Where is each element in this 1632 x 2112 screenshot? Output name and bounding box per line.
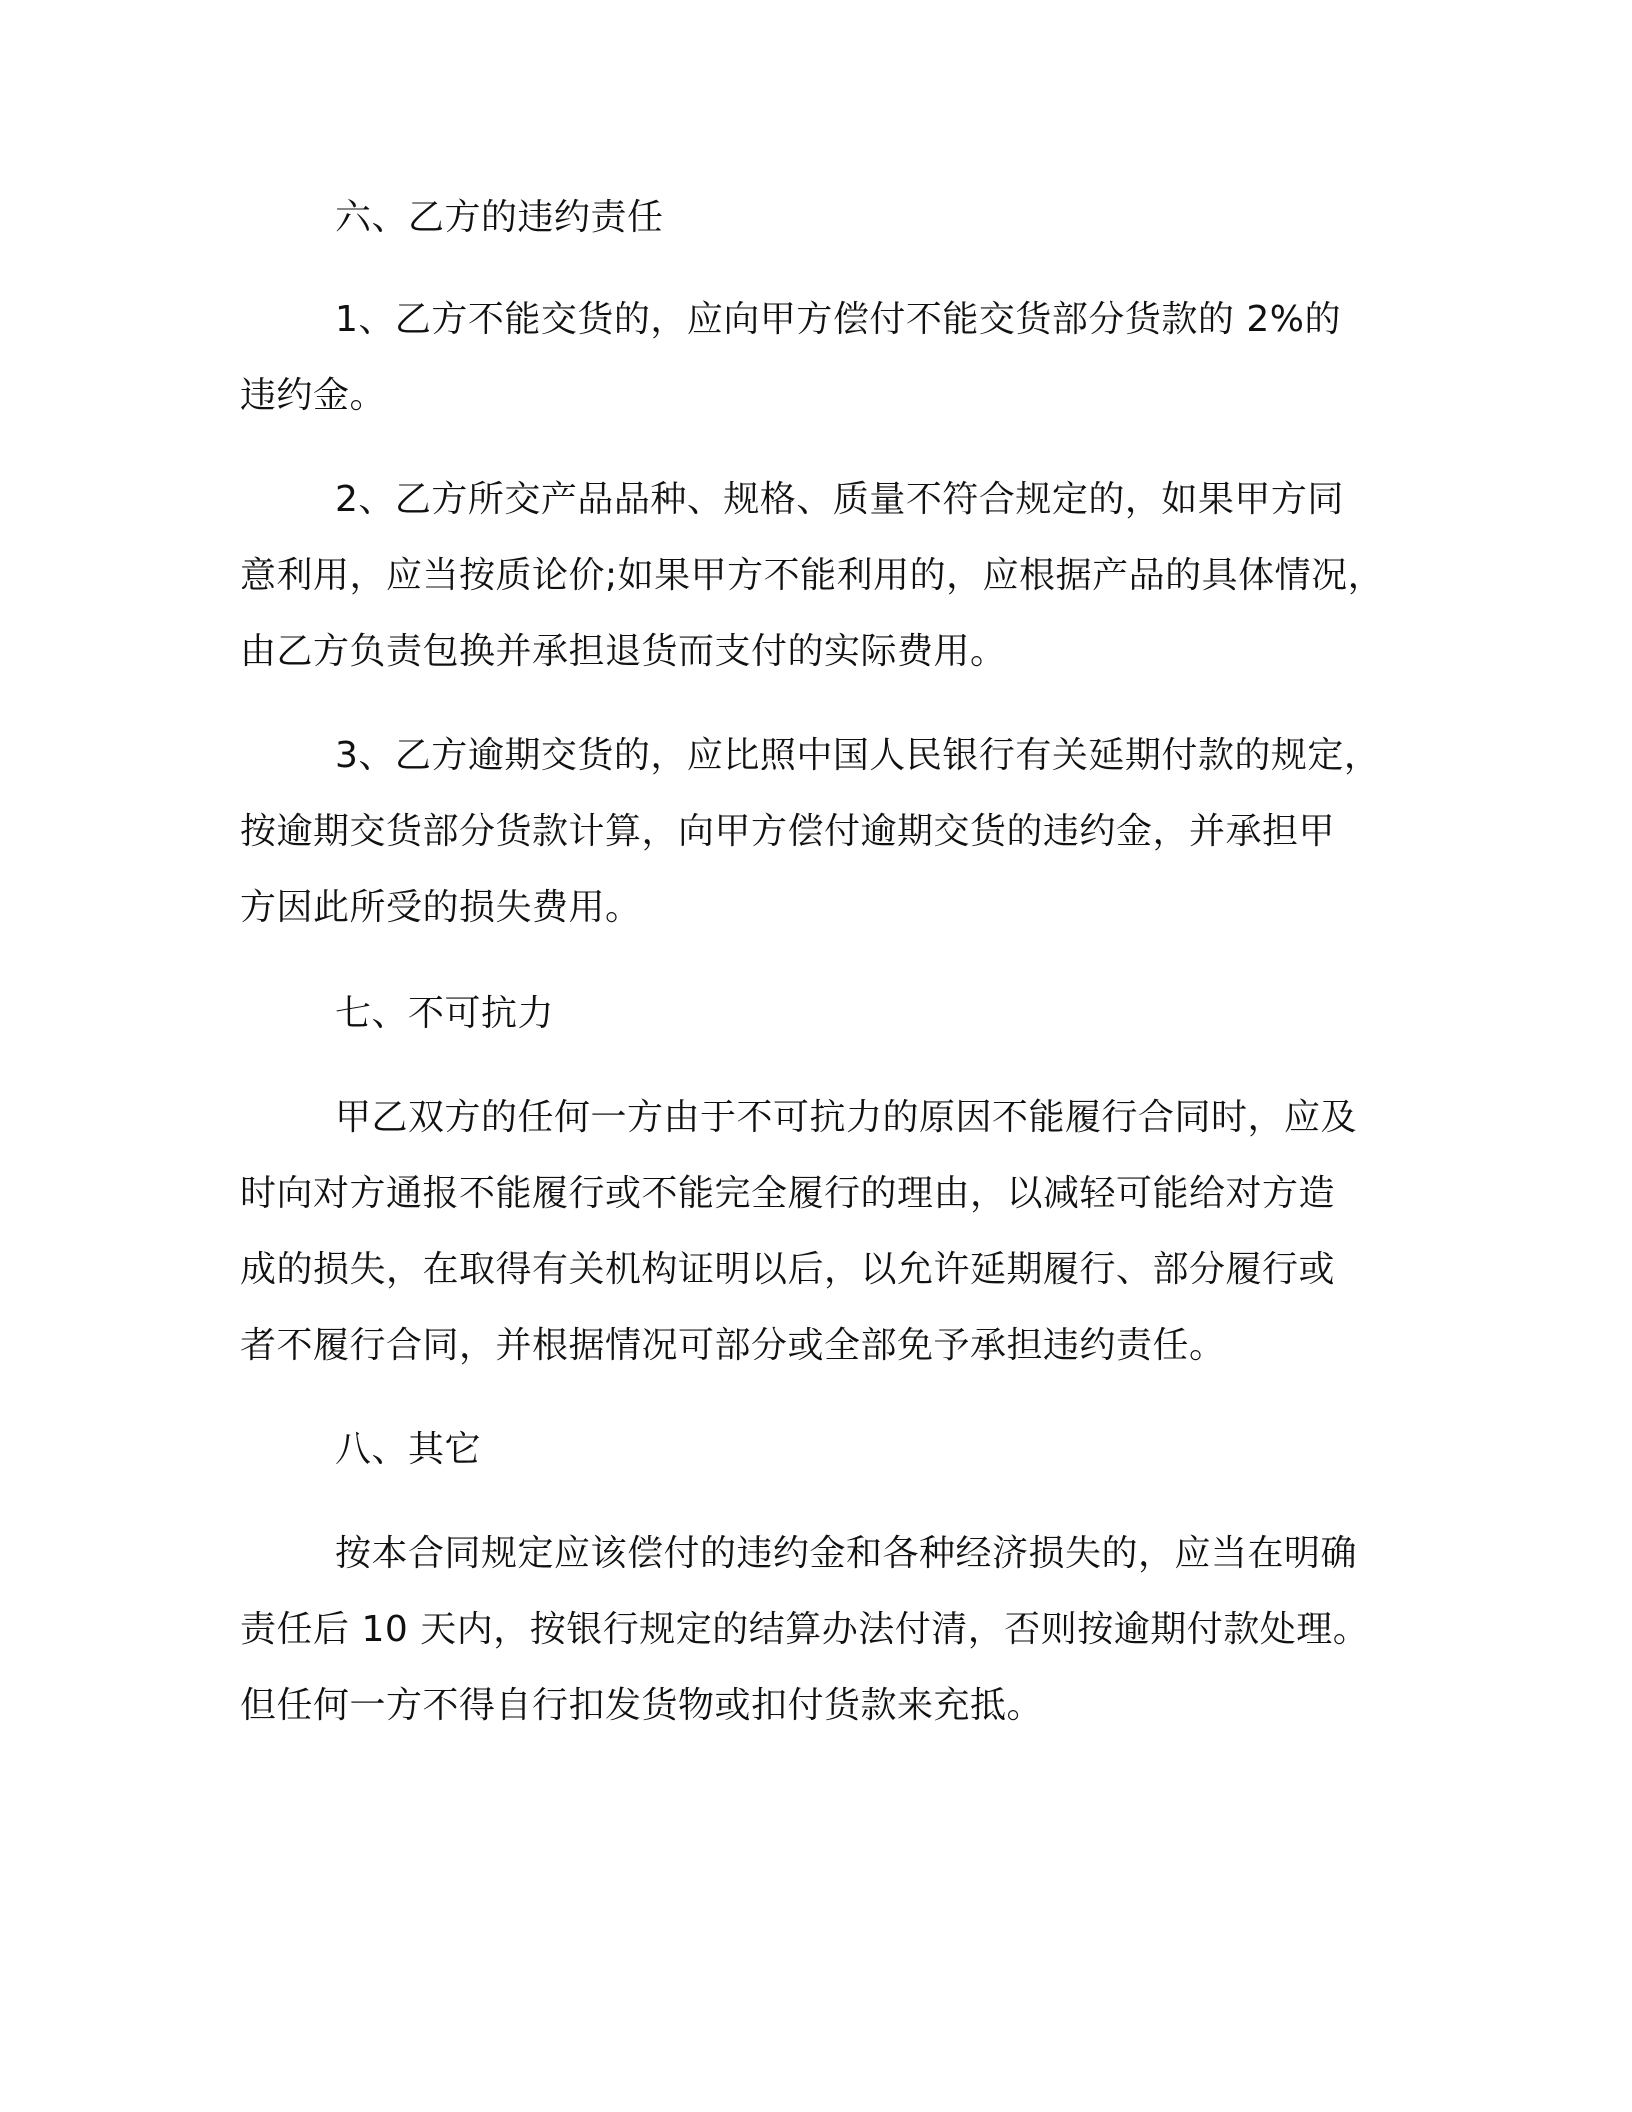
paragraph-line: 违约金。	[240, 375, 387, 416]
paragraph-6-3	[240, 718, 1400, 946]
paragraph-line: 时向对方通报不能履行或不能完全履行的理由，以减轻可能给对方造	[240, 1173, 1336, 1214]
paragraph-6-2	[240, 462, 1400, 690]
paragraph-8-1	[240, 1516, 1400, 1744]
paragraph-line: 按本合同规定应该偿付的违约金和各种经济损失的，应当在明确	[335, 1533, 1358, 1574]
paragraph-7-1	[240, 1080, 1400, 1384]
paragraph-line: 成的损失，在取得有关机构证明以后，以允许延期履行、部分履行或	[240, 1249, 1336, 1290]
paragraph-line: 责任后 10 天内，按银行规定的结算办法付清，否则按逾期付款处理。	[240, 1609, 1370, 1650]
paragraph-line: 甲乙双方的任何一方由于不可抗力的原因不能履行合同时，应及	[335, 1097, 1358, 1138]
paragraph-line: 者不履行合同，并根据情况可部分或全部免予承担违约责任。	[240, 1325, 1226, 1366]
paragraph-line: 但任何一方不得自行扣发货物或扣付货款来充抵。	[240, 1685, 1044, 1726]
paragraph-line: 由乙方负责包换并承担退货而支付的实际费用。	[240, 631, 1007, 672]
paragraph-line: 意利用，应当按质论价;如果甲方不能利用的，应根据产品的具体情况，	[240, 555, 1385, 596]
section-heading-8: 八、其它	[335, 1429, 482, 1470]
paragraph-line: 方因此所受的损失费用。	[240, 887, 642, 928]
paragraph-line: 3、乙方逾期交货的，应比照中国人民银行有关延期付款的规定，	[335, 735, 1381, 776]
paragraph-line: 2、乙方所交产品品种、规格、质量不符合规定的，如果甲方同	[335, 479, 1344, 520]
section-heading-7: 七、不可抗力	[335, 993, 555, 1034]
section-heading-6: 六、乙方的违约责任	[335, 197, 664, 238]
paragraph-line: 1、乙方不能交货的，应向甲方偿付不能交货部分货款的 2%的	[335, 299, 1341, 340]
paragraph-line: 按逾期交货部分货款计算，向甲方偿付逾期交货的违约金，并承担甲	[240, 811, 1336, 852]
paragraph-6-1	[240, 282, 1400, 434]
